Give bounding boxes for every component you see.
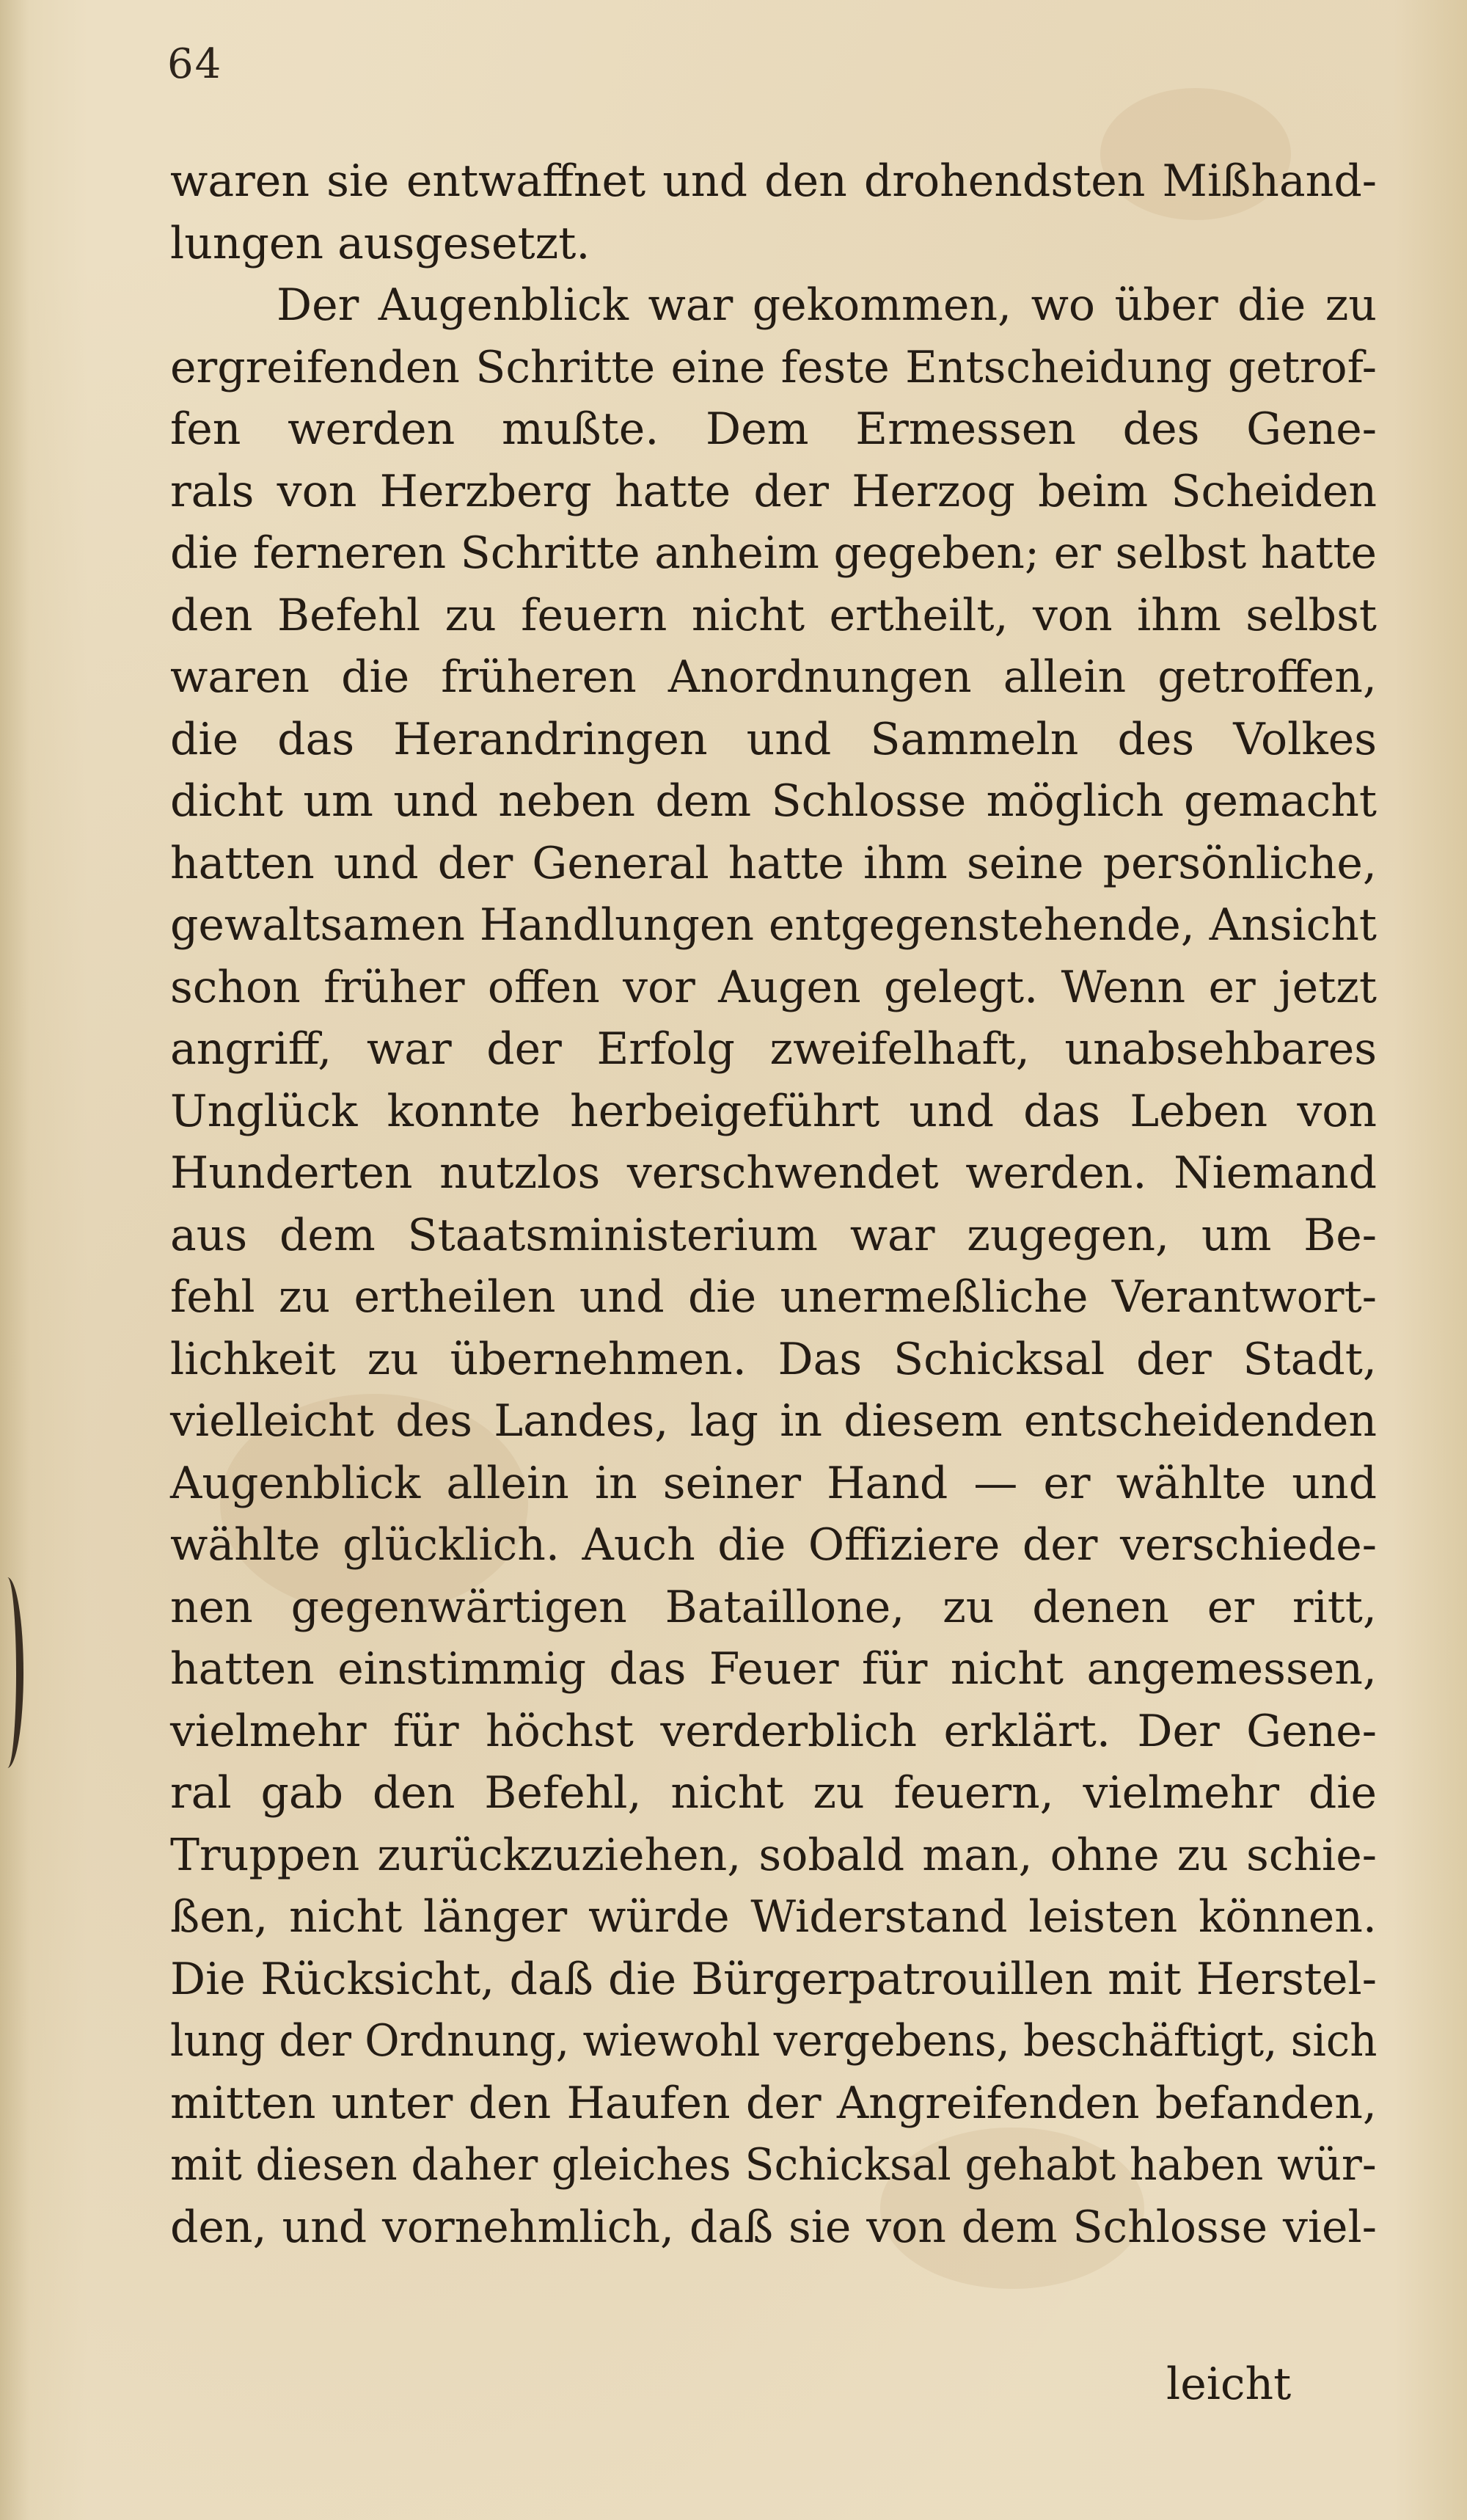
text-line: hatten einstimmig das Feuer für nicht angemessen, [170,1643,1377,1695]
text-line: ral gab den Befehl, nicht zu feuern, vielmehr die [170,1767,1377,1819]
text-line: die ferneren Schritte anheim gegeben; er selbst hatte [170,527,1377,579]
page-number: 64 [167,40,223,88]
text-line: Unglück konnte herbeigeführt und das Leben von [170,1085,1377,1137]
text-line: lungen ausgesetzt. [170,217,590,269]
text-line: Augenblick allein in seiner Hand — er wählte und [170,1457,1377,1509]
text-line: mit diesen daher gleiches Schicksal gehabt haben wür- [170,2139,1377,2191]
text-line: ergreifenden Schritte eine feste Entscheidung getrof- [170,341,1377,393]
text-line: ßen, nicht länger würde Widerstand leisten können. [170,1891,1377,1943]
text-line: hatten und der General hatte ihm seine persönliche, [170,837,1377,889]
text-line: den Befehl zu feuern nicht ertheilt, von ihm selbst [170,589,1377,641]
text-line: lung der Ordnung, wiewohl vergebens, beschäftigt, sich [170,2015,1378,2067]
text-line: fehl zu ertheilen und die unermeßliche Verantwort- [170,1271,1377,1323]
text-line: lichkeit zu übernehmen. Das Schicksal der Stadt, [170,1333,1377,1385]
text-line: waren die früheren Anordnungen allein getroffen, [170,651,1377,703]
text-line: Truppen zurückzuziehen, sobald man, ohne zu schie- [170,1829,1377,1881]
text-line: waren sie entwaffnet und den drohendsten Mißhand- [170,156,1377,207]
text-line: mitten unter den Haufen der Angreifenden befanden, [170,2077,1377,2129]
text-line: den, und vornehmlich, daß sie von dem Schlosse viel- [170,2201,1377,2253]
text-line: rals von Herzberg hatte der Herzog beim Scheiden [170,465,1377,517]
text-line: schon früher offen vor Augen gelegt. Wenn er jetzt [170,961,1377,1013]
text-line: Der Augenblick war gekommen, wo über die zu [277,280,1377,331]
text-line: Hunderten nutzlos verschwendet werden. Niemand [170,1147,1377,1199]
text-line: wählte glücklich. Auch die Offiziere der verschiede- [170,1519,1377,1571]
binding-mark [0,1577,23,1768]
text-line: nen gegenwärtigen Bataillone, zu denen er ritt, [170,1581,1377,1633]
text-line: vielleicht des Landes, lag in diesem entscheidenden [170,1395,1377,1447]
catchword: leicht [1166,2359,1292,2410]
text-line: angriff, war der Erfolg zweifelhaft, unabsehbares [170,1023,1377,1075]
text-line: gewaltsamen Handlungen entgegenstehende, Ansicht [170,899,1377,951]
text-line: fen werden mußte. Dem Ermessen des Gene- [170,403,1377,455]
text-line: die das Herandringen und Sammeln des Volkes [170,713,1377,765]
text-line: Die Rücksicht, daß die Bürgerpatrouillen mit Herstel- [170,1953,1377,2005]
body-text [170,150,1377,2258]
text-line: vielmehr für höchst verderblich erklärt. Der Gene- [170,1705,1377,1757]
text-line: dicht um und neben dem Schlosse möglich gemacht [170,775,1377,827]
text-line: aus dem Staatsministerium war zugegen, um Be- [170,1209,1377,1261]
